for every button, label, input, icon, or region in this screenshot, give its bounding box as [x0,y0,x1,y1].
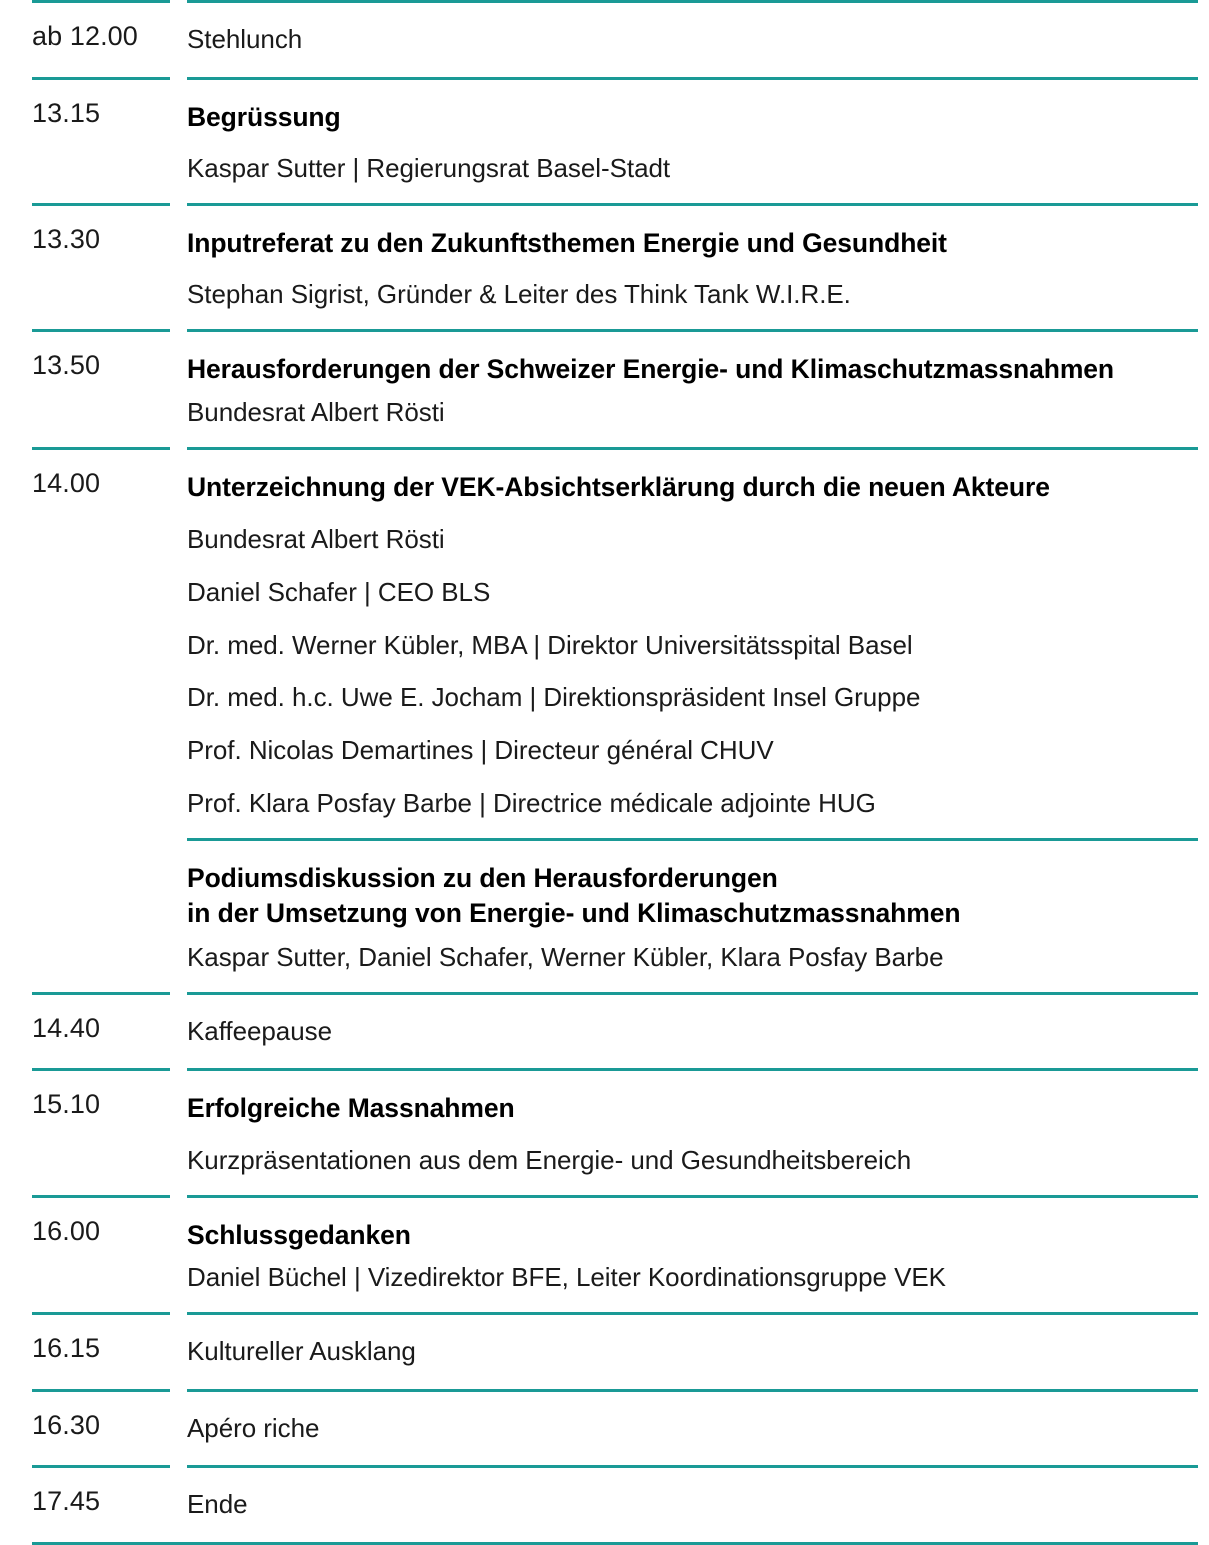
agenda-row-erfolgreiche-massnahmen [0,1071,1209,1194]
speaker-line: Dr. med. h.c. Uwe E. Jocham | Direktionspräsident Insel Gruppe [187,682,921,713]
speaker-line: Daniel Schafer | CEO BLS [187,576,491,607]
row-time: 14.00 [32,467,101,498]
row-title: Inputreferat zu den Zukunftsthemen Energie und Gesundheit [187,228,947,259]
row-content [187,841,1198,992]
agenda-row-unterzeichnung [0,450,1209,838]
agenda-row-kaffeepause [0,995,1209,1069]
row-line: Daniel Büchel | Vizedirektor BFE, Leiter Koordinationsgruppe VEK [187,1261,946,1292]
row-content [187,1468,1198,1542]
row-line: Kaspar Sutter | Regierungsrat Basel-Stadt [187,153,671,184]
row-time: 13.50 [32,350,101,381]
row-title: Erfolgreiche Massnahmen [187,1093,515,1124]
speaker-line: Prof. Nicolas Demartines | Directeur général CHUV [187,735,774,766]
agenda-row-apero-riche [0,1392,1209,1466]
row-content [187,450,1198,838]
agenda-row-inputreferat [0,206,1209,329]
row-content [187,1198,1198,1312]
speaker-line: Bundesrat Albert Rösti [187,523,445,554]
row-content [187,1315,1198,1389]
row-title: Unterzeichnung der VEK-Absichtserklärung durch die neuen Akteure [187,471,1050,502]
row-line: Ende [187,1489,248,1520]
row-content [187,206,1198,329]
row-content [187,3,1198,77]
speaker-line: Prof. Klara Posfay Barbe | Directrice médicale adjointe HUG [187,787,876,818]
row-time: ab 12.00 [32,21,138,51]
row-line: Stehlunch [187,24,303,54]
row-title: Herausforderungen der Schweizer Energie- und Klimaschutzmassnahmen [187,354,1115,385]
agenda-row-podiumsdiskussion [0,841,1209,992]
row-content [187,1392,1198,1466]
row-content [187,995,1198,1069]
row-time: 13.30 [32,224,101,255]
row-line: Apéro riche [187,1412,320,1443]
row-content [187,332,1198,446]
row-time: 17.45 [32,1486,101,1517]
row-content [187,80,1198,203]
row-title: Schlussgedanken [187,1219,411,1250]
row-title [187,861,1198,932]
row-title-line-1: Podiumsdiskussion zu den Herausforderungen [187,862,778,893]
row-line: Kurzpräsentationen aus dem Energie- und Gesundheitsbereich [187,1144,912,1175]
row-title-line-2: in der Umsetzung von Energie- und Klimaschutzmassnahmen [187,898,961,929]
row-time: 16.00 [32,1215,101,1246]
row-time: 13.15 [32,97,101,128]
agenda-row-begruessung [0,80,1209,203]
row-line: Kaffeepause [187,1015,332,1046]
row-title: Begrüssung [187,101,341,132]
row-line: Kultureller Ausklang [187,1335,416,1366]
row-line: Stephan Sigrist, Gründer & Leiter des Think Tank W.I.R.E. [187,279,851,310]
row-time [32,841,187,992]
agenda-row-ende [0,1468,1209,1542]
agenda-row-stehlunch [0,3,1209,77]
row-time: 16.30 [32,1409,101,1440]
speaker-line: Dr. med. Werner Kübler, MBA | Direktor Universitätsspital Basel [187,629,913,660]
row-time: 16.15 [32,1332,101,1363]
agenda-row-kultureller-ausklang [0,1315,1209,1389]
agenda-row-schlussgedanken [0,1198,1209,1312]
row-line: Kaspar Sutter, Daniel Schafer, Werner Kübler, Klara Posfay Barbe [187,941,944,972]
row-line: Bundesrat Albert Rösti [187,396,445,427]
row-time: 14.40 [32,1012,101,1043]
row-time: 15.10 [32,1089,101,1120]
row-content [187,1071,1198,1194]
agenda-row-herausforderungen [0,332,1209,446]
